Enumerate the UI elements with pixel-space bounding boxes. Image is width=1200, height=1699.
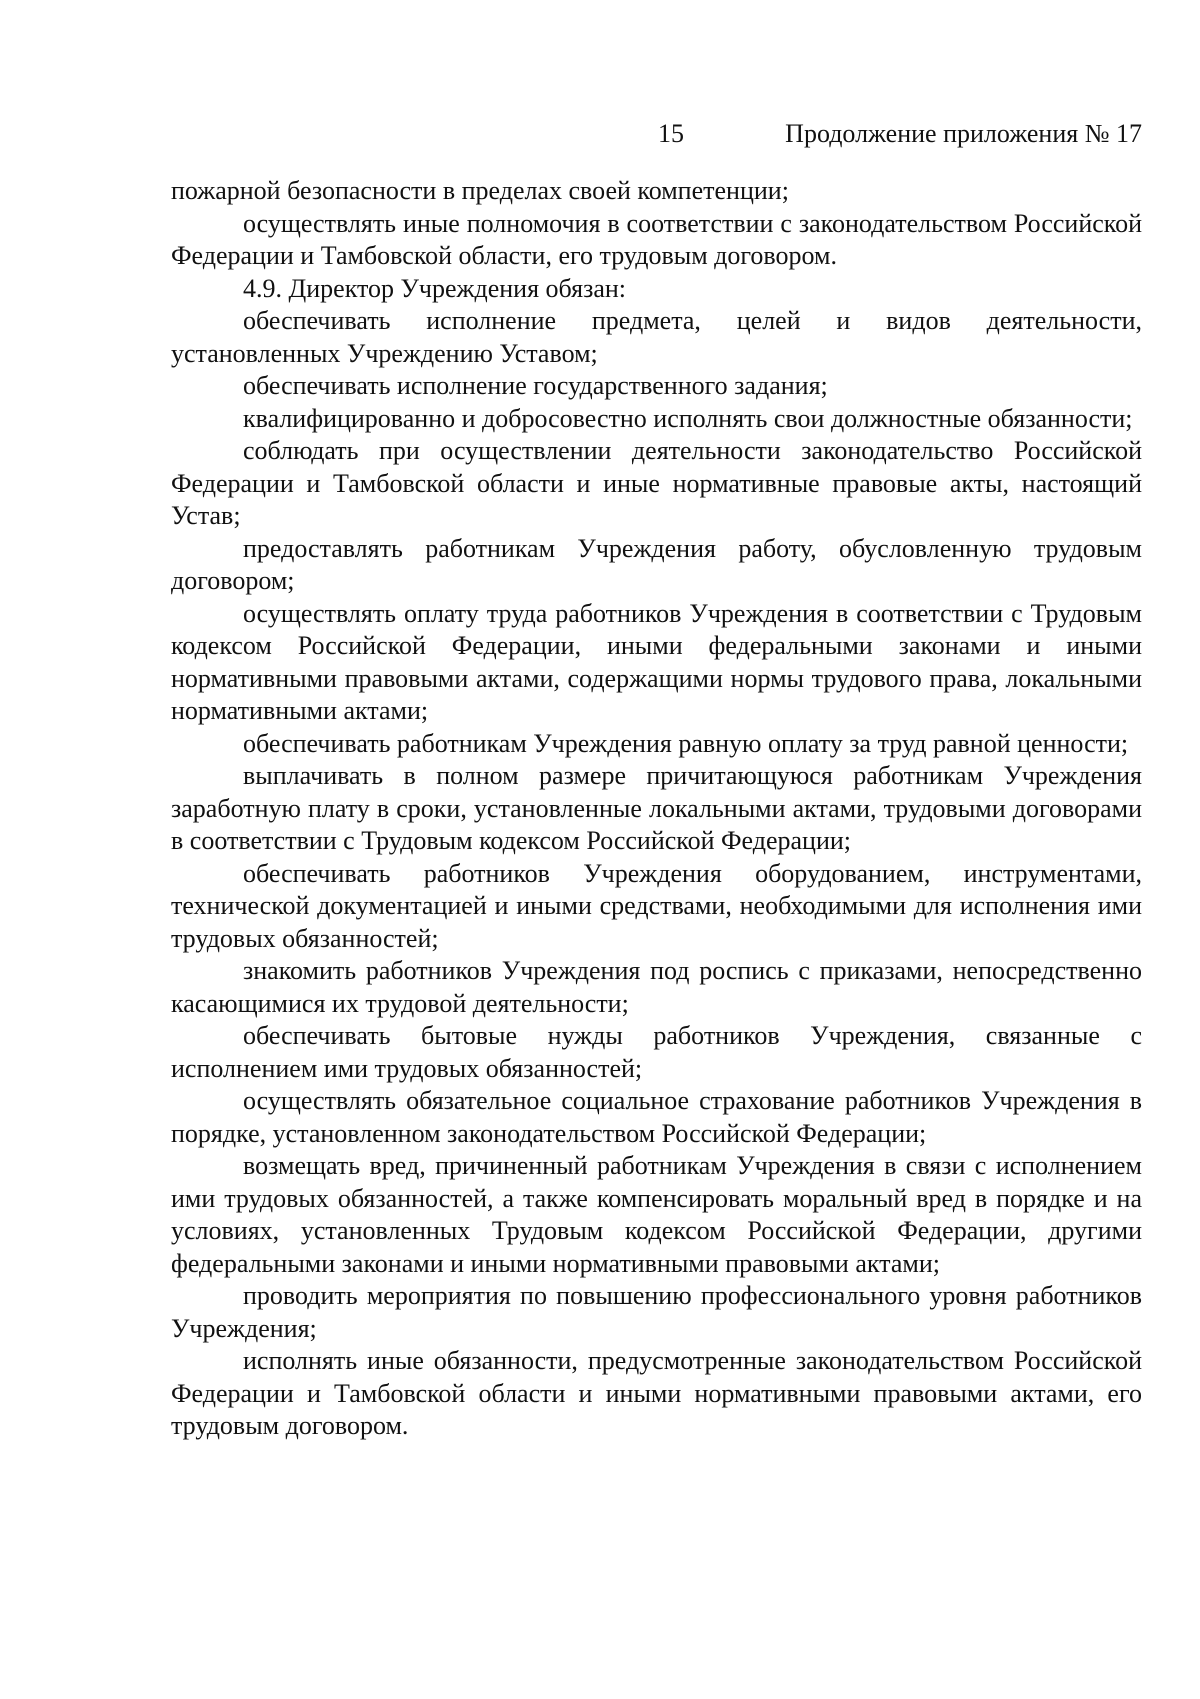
page-header [171,117,1142,151]
section-heading-4-9: 4.9. Директор Учреждения обязан: [243,273,627,303]
document-body [171,175,1142,1443]
paragraph-duty: обеспечивать бытовые нужды работников Учреждения, связанные с исполнением ими трудовых обязанностей; [171,1021,1142,1083]
paragraph-duty: осуществлять обязательное социальное страхование работников Учреждения в порядке, установленном законодательством Российской Федерации; [171,1086,1142,1148]
paragraph-duty: проводить мероприятия по повышению профессионального уровня работников Учреждения; [171,1281,1142,1343]
paragraph-duty: квалифицированно и добросовестно исполнять свои должностные обязанности; [243,403,1133,433]
paragraph-duty: обеспечивать исполнение государственного задания; [243,371,828,400]
paragraph-duty: соблюдать при осуществлении деятельности законодательство Российской Федерации и Тамбовской области и иные нормативные правовые акты, настоящий Устав; [171,436,1142,530]
paragraph-other-powers: осуществлять иные полномочия в соответствии с законодательством Российской Федерации и Тамбовской области, его трудовым договором. [171,208,1142,270]
paragraph-duty: осуществлять оплату труда работников Учреждения в соответствии с Трудовым кодексом Российской Федерации, иными федеральными законами и иными нормативными правовыми актами, содержащими нормы трудового права, локальными нормативными актами; [171,598,1142,725]
paragraph-fire-safety-continuation: пожарной безопасности в пределах своей компетенции; [171,176,789,205]
paragraph-duty: знакомить работников Учреждения под роспись с приказами, непосредственно касающимися их трудовой деятельности; [171,956,1142,1018]
page-number: 15 [658,119,684,148]
paragraph-duty: обеспечивать исполнение предмета, целей и видов деятельности, установленных Учреждению Уставом; [171,306,1142,368]
paragraph-duty: обеспечивать работников Учреждения оборудованием, инструментами, технической документацией и иными средствами, необходимыми для исполнения ими трудовых обязанностей; [171,858,1142,953]
paragraph-duty: предоставлять работникам Учреждения работу, обусловленную трудовым договором; [171,533,1142,595]
paragraph-duty: обеспечивать работникам Учреждения равную оплату за труд равной ценности; [243,728,1129,758]
appendix-continuation-title: Продолжение приложения № 17 [785,119,1142,148]
paragraph-duty: исполнять иные обязанности, предусмотренные законодательством Российской Федерации и Тамбовской области и иными нормативными правовыми актами, его трудовым договором. [171,1346,1142,1440]
paragraph-duty: выплачивать в полном размере причитающуюся работникам Учреждения заработную плату в сроки, установленные локальными актами, трудовыми договорами в соответствии с Трудовым кодексом Российской Федерации; [171,761,1142,855]
paragraph-duty: возмещать вред, причиненный работникам Учреждения в связи с исполнением ими трудовых обязанностей, а также компенсировать моральный вред в порядке и на условиях, установленных Трудовым кодексом Российской Федерации, другими федеральными законами и иными нормативными правовыми актами; [171,1151,1142,1278]
